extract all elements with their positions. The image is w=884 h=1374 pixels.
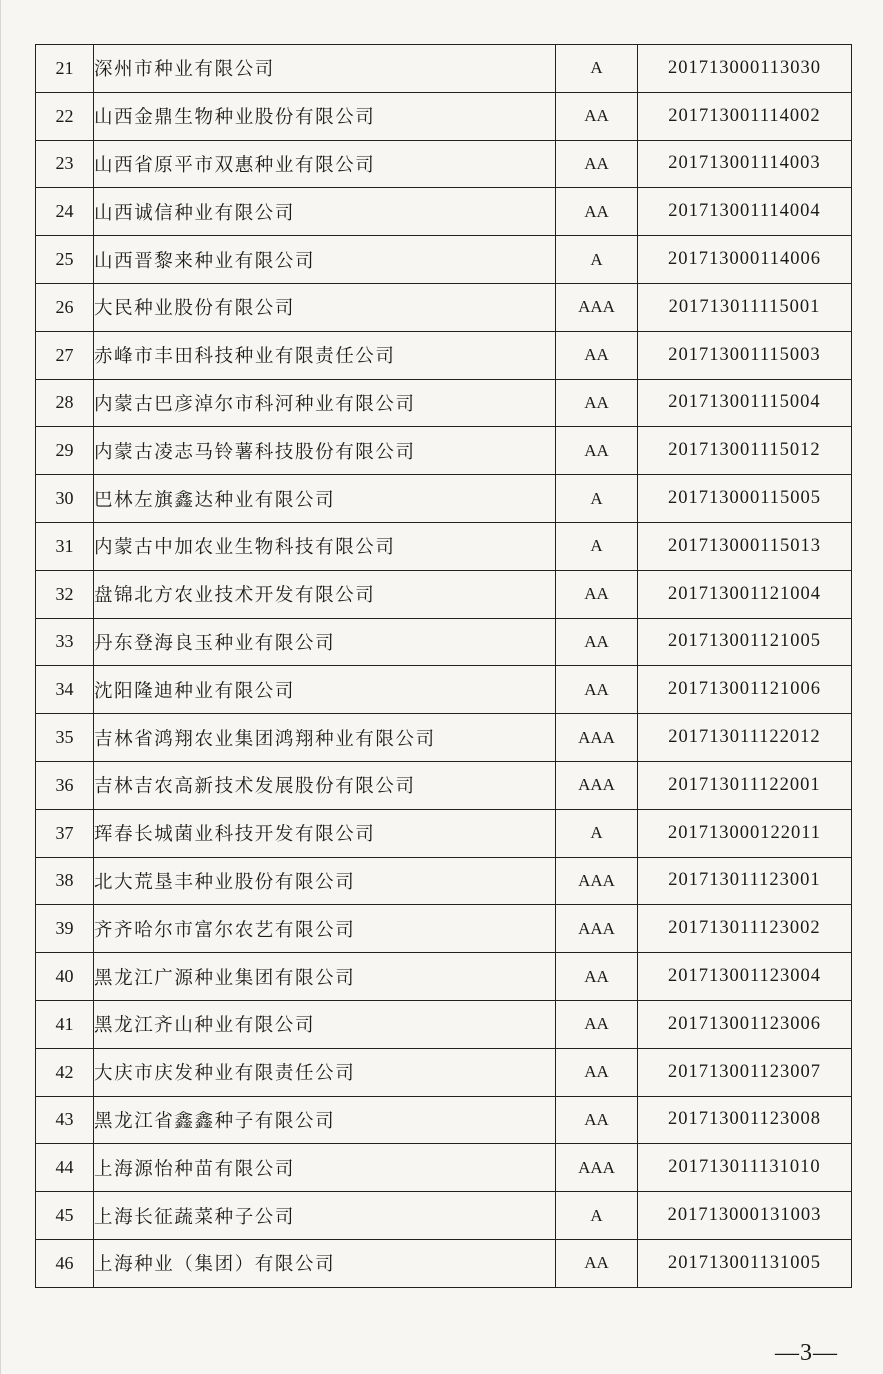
row-number: 30: [36, 475, 94, 523]
row-number: 32: [36, 570, 94, 618]
row-number: 44: [36, 1144, 94, 1192]
registration-code: 201713001114004: [638, 188, 852, 236]
row-number: 33: [36, 618, 94, 666]
table-row: [36, 809, 852, 857]
registration-code: 201713000122011: [638, 809, 852, 857]
row-number: 26: [36, 283, 94, 331]
company-name: 黑龙江广源种业集团有限公司: [94, 953, 556, 1001]
company-name: 盘锦北方农业技术开发有限公司: [94, 570, 556, 618]
table-row: [36, 379, 852, 427]
credit-grade: AA: [556, 140, 638, 188]
registration-code: 201713001123006: [638, 1000, 852, 1048]
row-number: 46: [36, 1239, 94, 1287]
row-number: 40: [36, 953, 94, 1001]
table-row: [36, 427, 852, 475]
registration-code: 201713011123001: [638, 857, 852, 905]
company-name: 深州市种业有限公司: [94, 45, 556, 93]
registration-code: 201713011122001: [638, 761, 852, 809]
credit-grade: AAA: [556, 761, 638, 809]
credit-grade: AAA: [556, 905, 638, 953]
row-number: 22: [36, 92, 94, 140]
credit-grade: AA: [556, 92, 638, 140]
credit-grade: AAA: [556, 857, 638, 905]
registration-code: 201713001123004: [638, 953, 852, 1001]
credit-grade: A: [556, 236, 638, 284]
table-row: [36, 761, 852, 809]
company-name: 内蒙古凌志马铃薯科技股份有限公司: [94, 427, 556, 475]
table-row: [36, 283, 852, 331]
credit-grade: AA: [556, 666, 638, 714]
company-name: 北大荒垦丰种业股份有限公司: [94, 857, 556, 905]
table-row: [36, 331, 852, 379]
credit-grade: AA: [556, 618, 638, 666]
row-number: 27: [36, 331, 94, 379]
registration-code: 201713001131005: [638, 1239, 852, 1287]
table-row: [36, 475, 852, 523]
company-name: 大民种业股份有限公司: [94, 283, 556, 331]
table-row: [36, 1192, 852, 1240]
registration-code: 201713000131003: [638, 1192, 852, 1240]
credit-grade: A: [556, 45, 638, 93]
row-number: 43: [36, 1096, 94, 1144]
registration-code: 201713001115003: [638, 331, 852, 379]
company-registry-table: [35, 44, 852, 1288]
registration-code: 201713001115012: [638, 427, 852, 475]
company-name: 内蒙古巴彦淖尔市科河种业有限公司: [94, 379, 556, 427]
company-name: 赤峰市丰田科技种业有限责任公司: [94, 331, 556, 379]
credit-grade: AA: [556, 570, 638, 618]
table-row: [36, 1000, 852, 1048]
table-row: [36, 236, 852, 284]
table-row: [36, 714, 852, 762]
credit-grade: AA: [556, 1239, 638, 1287]
table-row: [36, 1144, 852, 1192]
table-row: [36, 92, 852, 140]
company-name: 齐齐哈尔市富尔农艺有限公司: [94, 905, 556, 953]
company-name: 沈阳隆迪种业有限公司: [94, 666, 556, 714]
credit-grade: A: [556, 1192, 638, 1240]
registration-code: 201713001115004: [638, 379, 852, 427]
table-row: [36, 618, 852, 666]
table-row: [36, 140, 852, 188]
page-number: —3—: [775, 1340, 838, 1366]
table-row: [36, 905, 852, 953]
registration-code: 201713001123008: [638, 1096, 852, 1144]
table-row: [36, 45, 852, 93]
row-number: 21: [36, 45, 94, 93]
row-number: 39: [36, 905, 94, 953]
row-number: 29: [36, 427, 94, 475]
registry-table-body: [36, 45, 852, 1288]
row-number: 36: [36, 761, 94, 809]
credit-grade: AA: [556, 427, 638, 475]
row-number: 25: [36, 236, 94, 284]
company-name: 山西金鼎生物种业股份有限公司: [94, 92, 556, 140]
company-name: 山西省原平市双惠种业有限公司: [94, 140, 556, 188]
credit-grade: A: [556, 475, 638, 523]
row-number: 38: [36, 857, 94, 905]
row-number: 28: [36, 379, 94, 427]
company-name: 吉林省鸿翔农业集团鸿翔种业有限公司: [94, 714, 556, 762]
row-number: 31: [36, 522, 94, 570]
table-row: [36, 1096, 852, 1144]
registration-code: 201713000115013: [638, 522, 852, 570]
registration-code: 201713001123007: [638, 1048, 852, 1096]
registration-code: 201713001121006: [638, 666, 852, 714]
table-row: [36, 188, 852, 236]
row-number: 24: [36, 188, 94, 236]
company-name: 山西晋黎来种业有限公司: [94, 236, 556, 284]
company-name: 巴林左旗鑫达种业有限公司: [94, 475, 556, 523]
table-row: [36, 857, 852, 905]
table-row: [36, 1239, 852, 1287]
company-name: 黑龙江省鑫鑫种子有限公司: [94, 1096, 556, 1144]
company-name: 大庆市庆发种业有限责任公司: [94, 1048, 556, 1096]
table-row: [36, 1048, 852, 1096]
table-row: [36, 953, 852, 1001]
registration-code: 201713001121004: [638, 570, 852, 618]
row-number: 23: [36, 140, 94, 188]
registration-code: 201713011131010: [638, 1144, 852, 1192]
company-name: 珲春长城菌业科技开发有限公司: [94, 809, 556, 857]
row-number: 37: [36, 809, 94, 857]
registration-code: 201713001114003: [638, 140, 852, 188]
credit-grade: AA: [556, 1000, 638, 1048]
registration-code: 201713011115001: [638, 283, 852, 331]
table-row: [36, 666, 852, 714]
credit-grade: AA: [556, 379, 638, 427]
company-name: 山西诚信种业有限公司: [94, 188, 556, 236]
row-number: 34: [36, 666, 94, 714]
registration-code: 201713001121005: [638, 618, 852, 666]
table-row: [36, 522, 852, 570]
row-number: 45: [36, 1192, 94, 1240]
registration-code: 201713000115005: [638, 475, 852, 523]
row-number: 41: [36, 1000, 94, 1048]
company-name: 上海种业（集团）有限公司: [94, 1239, 556, 1287]
credit-grade: AA: [556, 188, 638, 236]
credit-grade: AAA: [556, 714, 638, 762]
credit-grade: A: [556, 522, 638, 570]
row-number: 35: [36, 714, 94, 762]
credit-grade: AA: [556, 1096, 638, 1144]
company-name: 丹东登海良玉种业有限公司: [94, 618, 556, 666]
company-name: 内蒙古中加农业生物科技有限公司: [94, 522, 556, 570]
credit-grade: A: [556, 809, 638, 857]
registration-code: 201713000113030: [638, 45, 852, 93]
row-number: 42: [36, 1048, 94, 1096]
registration-code: 201713000114006: [638, 236, 852, 284]
credit-grade: AAA: [556, 283, 638, 331]
credit-grade: AAA: [556, 1144, 638, 1192]
registration-code: 201713011122012: [638, 714, 852, 762]
company-name: 上海长征蔬菜种子公司: [94, 1192, 556, 1240]
table-row: [36, 570, 852, 618]
company-name: 上海源怡种苗有限公司: [94, 1144, 556, 1192]
company-name: 吉林吉农高新技术发展股份有限公司: [94, 761, 556, 809]
company-name: 黑龙江齐山种业有限公司: [94, 1000, 556, 1048]
credit-grade: AA: [556, 331, 638, 379]
registration-code: 201713011123002: [638, 905, 852, 953]
credit-grade: AA: [556, 1048, 638, 1096]
credit-grade: AA: [556, 953, 638, 1001]
registration-code: 201713001114002: [638, 92, 852, 140]
